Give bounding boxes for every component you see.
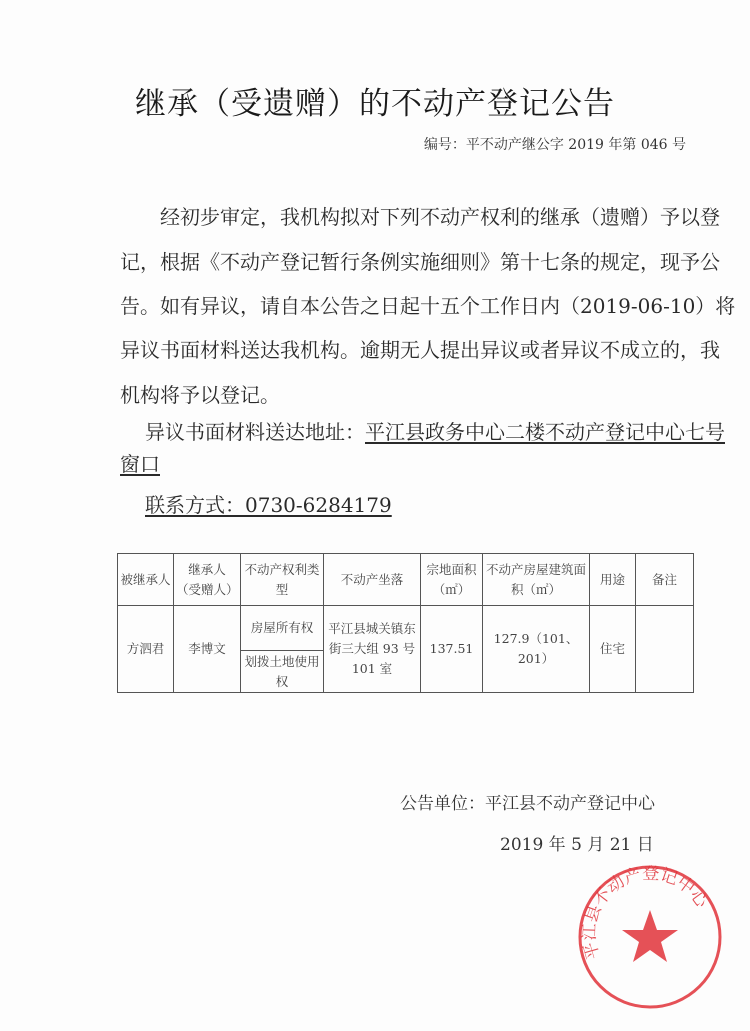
- contact-info: 联系方式：0730-6284179: [145, 493, 392, 517]
- right-type-cell: 划拨土地使用权: [241, 651, 324, 693]
- header-cell: 不动产权利类 型: [241, 554, 324, 606]
- header-cell: 不动产坐落: [324, 554, 421, 606]
- body-line: 异议书面材料送达我机构。逾期无人提出异议或者异议不成立的，我: [120, 338, 720, 362]
- body-line: 经初步审定，我机构拟对下列不动产权利的继承（遗赠）予以登: [160, 205, 720, 229]
- document-number: 编号：平不动产继公字 2019 年第 046 号: [423, 137, 686, 153]
- address-line: [145, 420, 725, 444]
- table-row: [118, 606, 694, 651]
- official-seal-icon: [575, 862, 725, 1012]
- header-cell: 继承人（受赠人）: [174, 554, 241, 606]
- land-area-cell: 137.51: [421, 606, 483, 693]
- body-line: 告。如有异议，请自本公告之日起十五个工作日内（2019-06-10）将: [120, 294, 736, 318]
- decedent-cell: 方泗君: [118, 606, 174, 693]
- body-line: 记，根据《不动产登记暂行条例实施细则》第十七条的规定，现予公: [120, 250, 720, 274]
- remarks-cell: [636, 606, 694, 693]
- issuer: 公告单位：平江县不动产登记中心: [400, 794, 655, 814]
- seal-text: 平江县不动产登记中心: [579, 863, 712, 962]
- address-value: 平江县政务中心二楼不动产登记中心七号: [365, 420, 725, 444]
- header-cell: 被继承人: [118, 554, 174, 606]
- usage-cell: 住宅: [590, 606, 636, 693]
- address-label: 异议书面材料送达地址：: [145, 420, 365, 444]
- property-table: [117, 553, 694, 693]
- issue-date: 2019 年 5 月 21 日: [500, 835, 654, 855]
- table-header-row: [118, 554, 694, 606]
- header-cell: 备注: [636, 554, 694, 606]
- right-type-cell: 房屋所有权: [241, 606, 324, 651]
- building-area-cell: 127.9（101、201）: [483, 606, 590, 693]
- header-cell: 宗地面积（㎡）: [421, 554, 483, 606]
- heir-cell: 李博文: [174, 606, 241, 693]
- location-cell: 平江县城关镇东街三大组 93 号 101 室: [324, 606, 421, 693]
- address-value-cont: 窗口: [120, 452, 160, 476]
- header-cell: 不动产房屋建筑面积（㎡）: [483, 554, 590, 606]
- body-line: 机构将予以登记。: [120, 383, 280, 407]
- page-title: 继承（受遗赠）的不动产登记公告: [135, 86, 615, 122]
- header-cell: 用途: [590, 554, 636, 606]
